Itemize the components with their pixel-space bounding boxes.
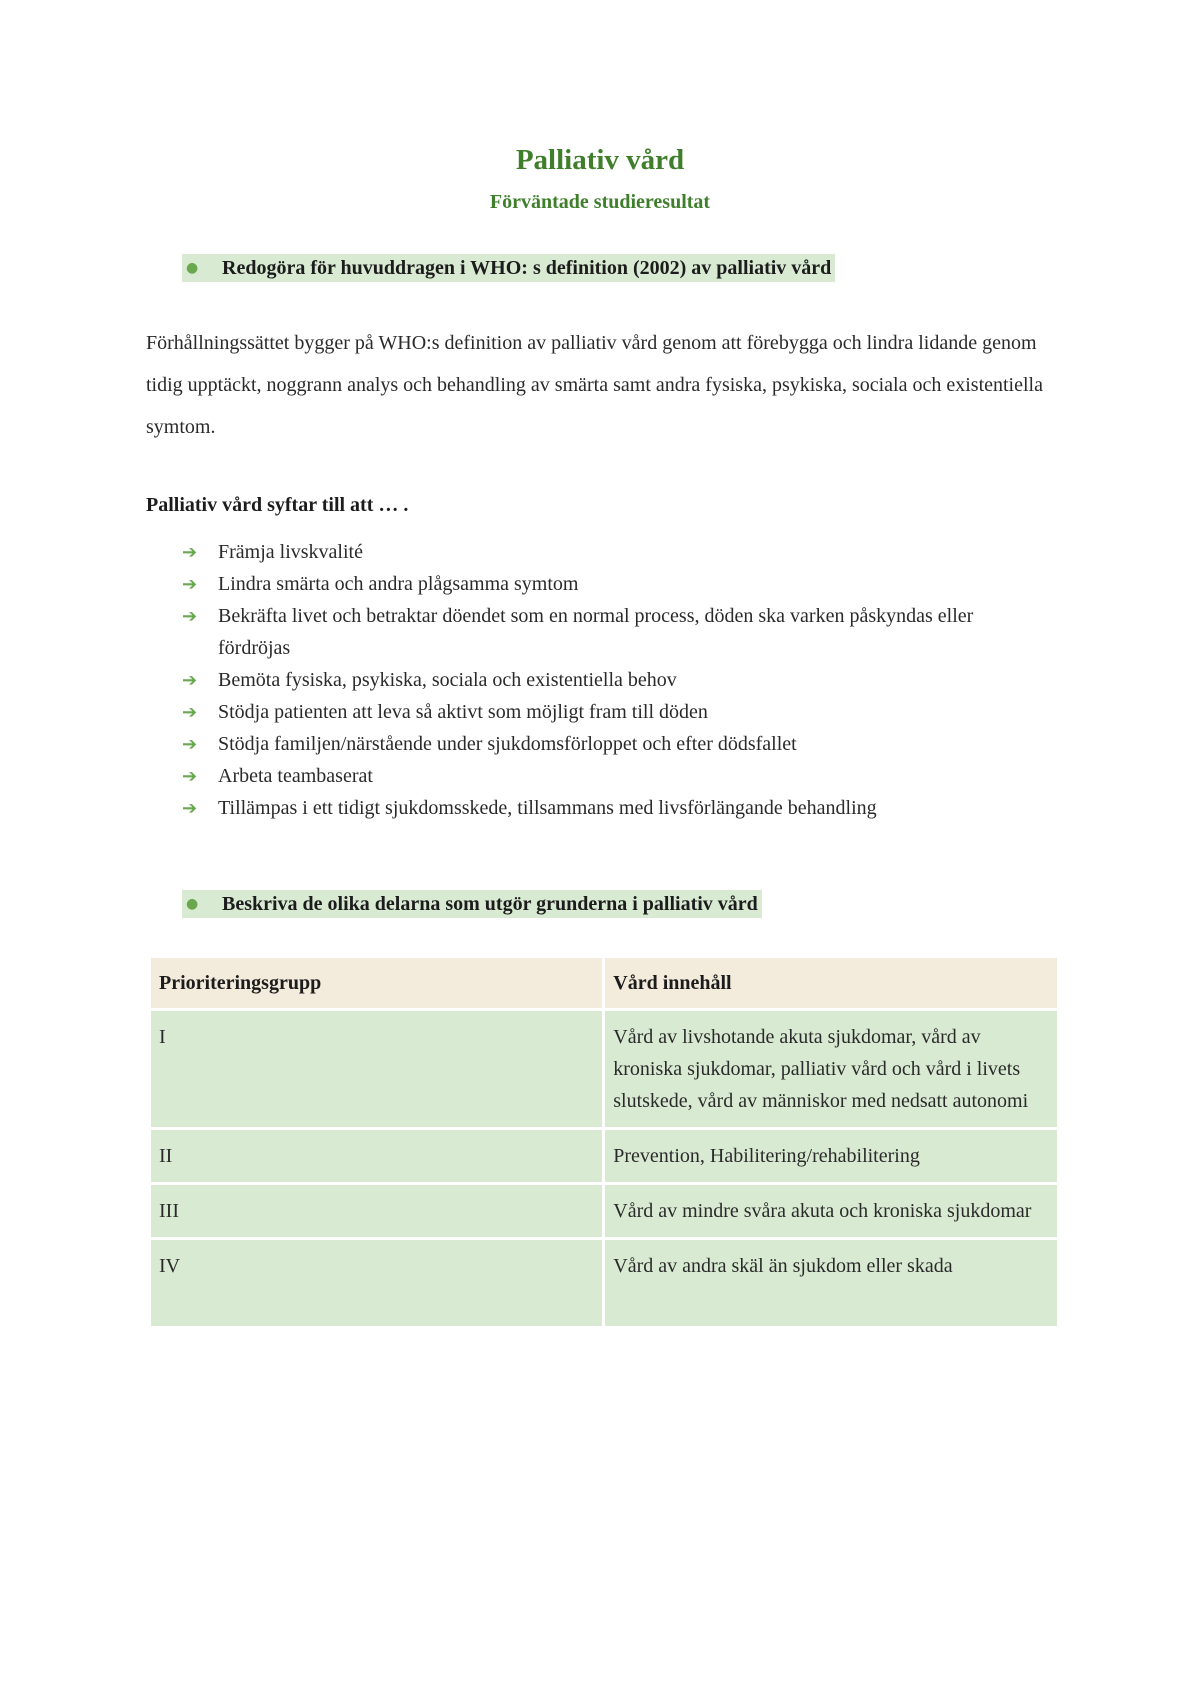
care-content-cell: Prevention, Habilitering/rehabilitering [605,1130,1057,1182]
aims-list [182,536,1042,824]
priority-table [148,955,1060,1329]
table-row [151,1185,1057,1237]
list-item-text: Lindra smärta och andra plågsamma symtom [218,573,579,595]
list-item [182,600,1042,664]
document-title: Palliativ vård [515,144,685,176]
document-subtitle: Förväntade studieresultat [489,191,711,213]
list-item [182,664,1042,696]
list-item-text: Bemöta fysiska, psykiska, sociala och existentiella behov [218,669,677,691]
list-item [182,536,1042,568]
bullet-icon: ● [186,260,199,276]
table-header-row [151,958,1057,1008]
arrow-right-icon: ➔ [182,702,198,722]
list-item-text: Stödja patienten att leva så aktivt som möjligt fram till döden [218,701,708,723]
column-header-care-content: Vård innehåll [605,958,1057,1008]
care-content-cell: Vård av livshotande akuta sjukdomar, vård av kroniska sjukdomar, palliativ vård och vård i livets slutskede, vård av människor med nedsatt autonomi [605,1011,1057,1127]
list-item [182,760,1042,792]
priority-group-cell: II [151,1130,602,1182]
list-item [182,792,1042,824]
list-item-text: Bekräfta livet och betraktar döendet som en normal process, döden ska varken påskyndas eller fördröjas [218,605,974,659]
list-item-text: Främja livskvalité [218,541,363,563]
list-item [182,728,1042,760]
table-row [151,1130,1057,1182]
objective-text: Redogöra för huvuddragen i WHO: s definition (2002) av palliativ vård [222,256,832,279]
list-item-text: Arbeta teambaserat [218,765,373,787]
care-content-cell: Vård av mindre svåra akuta och kroniska sjukdomar [605,1185,1057,1237]
list-item [182,696,1042,728]
arrow-right-icon: ➔ [182,670,198,690]
arrow-right-icon: ➔ [182,798,198,818]
column-header-priority-group: Prioriteringsgrupp [151,958,602,1008]
objective-text: Beskriva de olika delarna som utgör grunderna i palliativ vård [222,892,758,915]
aims-heading: Palliativ vård syftar till att … . [146,494,409,516]
priority-group-cell: I [151,1011,602,1127]
objective-item [182,254,835,282]
list-item-text: Tillämpas i ett tidigt sjukdomsskede, tillsammans med livsförlängande behandling [218,797,877,819]
care-content-cell: Vård av andra skäl än sjukdom eller skada [605,1240,1057,1326]
arrow-right-icon: ➔ [182,574,198,594]
who-definition-paragraph: Förhållningssättet bygger på WHO:s definition av palliativ vård genom att förebygga och lindra lidande genom tidig upptäckt, noggrann analys och behandling av smärta samt andra fysiska, psykiska, sociala och existentiella symtom. [146,332,1043,438]
arrow-right-icon: ➔ [182,766,198,786]
arrow-right-icon: ➔ [182,734,198,754]
list-item-text: Stödja familjen/närstående under sjukdomsförloppet och efter dödsfallet [218,733,797,755]
table-row [151,1240,1057,1326]
table-row [151,1011,1057,1127]
arrow-right-icon: ➔ [182,606,198,626]
list-item [182,568,1042,600]
objective-item [182,890,762,918]
arrow-right-icon: ➔ [182,542,198,562]
priority-group-cell: IV [151,1240,602,1326]
bullet-icon: ● [186,896,199,912]
priority-group-cell: III [151,1185,602,1237]
